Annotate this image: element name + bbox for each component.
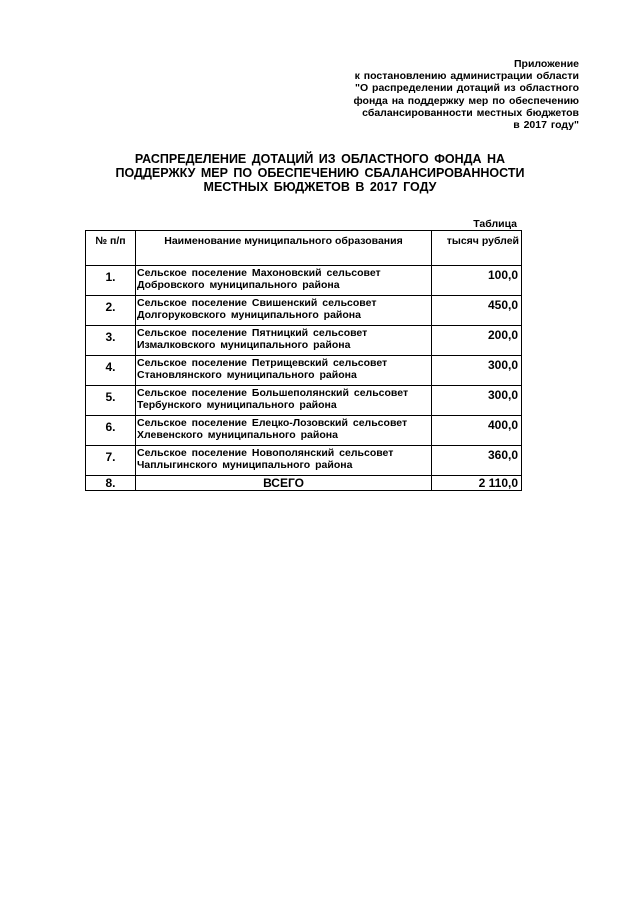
row-num: 5. [86, 386, 136, 416]
row-amount: 400,0 [432, 416, 522, 446]
row-amount: 300,0 [432, 386, 522, 416]
row-num: 6. [86, 416, 136, 446]
annex-line: сбалансированности местных бюджетов [362, 106, 579, 119]
table-row [86, 386, 522, 416]
row-name: Сельское поселение Махоновский сельсовет Добровского муниципального района [136, 266, 432, 296]
table-caption: Таблица [473, 218, 517, 230]
table-row [86, 356, 522, 386]
annex-line: в 2017 году" [513, 119, 579, 132]
table-header-row [86, 231, 522, 266]
header-num: № п/п [86, 231, 136, 266]
header-amount: тысяч рублей [432, 231, 522, 266]
row-amount: 200,0 [432, 326, 522, 356]
row-name: Сельское поселение Петрищевский сельсовет Становлянского муниципального района [136, 356, 432, 386]
table-row [86, 326, 522, 356]
row-amount: 300,0 [432, 356, 522, 386]
table-row [86, 266, 522, 296]
total-amount: 2 110,0 [432, 476, 522, 491]
annex-line: к постановлению администрации области [354, 70, 579, 83]
row-num: 4. [86, 356, 136, 386]
row-name: Сельское поселение Елецко-Лозовский сельсовет Хлевенского муниципального района [136, 416, 432, 446]
table-row [86, 446, 522, 476]
annex-line: фонда на поддержку мер по обеспечению [353, 94, 579, 107]
row-num: 3. [86, 326, 136, 356]
total-label: ВСЕГО [136, 476, 432, 491]
total-num: 8. [86, 476, 136, 491]
subsidies-table [85, 230, 522, 491]
row-num: 7. [86, 446, 136, 476]
document-title [84, 152, 556, 194]
row-name: Сельское поселение Пятницкий сельсовет Измалковского муниципального района [136, 326, 432, 356]
row-num: 1. [86, 266, 136, 296]
title-line: МЕСТНЫХ БЮДЖЕТОВ В 2017 ГОДУ [203, 180, 437, 194]
header-name: Наименование муниципального образования [136, 231, 432, 266]
annex-line: Приложение [513, 58, 579, 70]
row-name: Сельское поселение Новополянский сельсовет Чаплыгинского муниципального района [136, 446, 432, 476]
annex-header [300, 58, 579, 131]
row-name: Сельское поселение Большеполянский сельсовет Тербунского муниципального района [136, 386, 432, 416]
table-row [86, 416, 522, 446]
row-name: Сельское поселение Свишенский сельсовет Долгоруковского муниципального района [136, 296, 432, 326]
row-num: 2. [86, 296, 136, 326]
title-line: РАСПРЕДЕЛЕНИЕ ДОТАЦИЙ ИЗ ОБЛАСТНОГО ФОНДА НА [134, 152, 506, 166]
row-amount: 450,0 [432, 296, 522, 326]
annex-line: "О распределении дотаций из областного [354, 82, 579, 95]
total-row [86, 476, 522, 491]
row-amount: 100,0 [432, 266, 522, 296]
row-amount: 360,0 [432, 446, 522, 476]
table-row [86, 296, 522, 326]
title-line: ПОДДЕРЖКУ МЕР ПО ОБЕСПЕЧЕНИЮ СБАЛАНСИРОВАННОСТИ [115, 166, 525, 180]
